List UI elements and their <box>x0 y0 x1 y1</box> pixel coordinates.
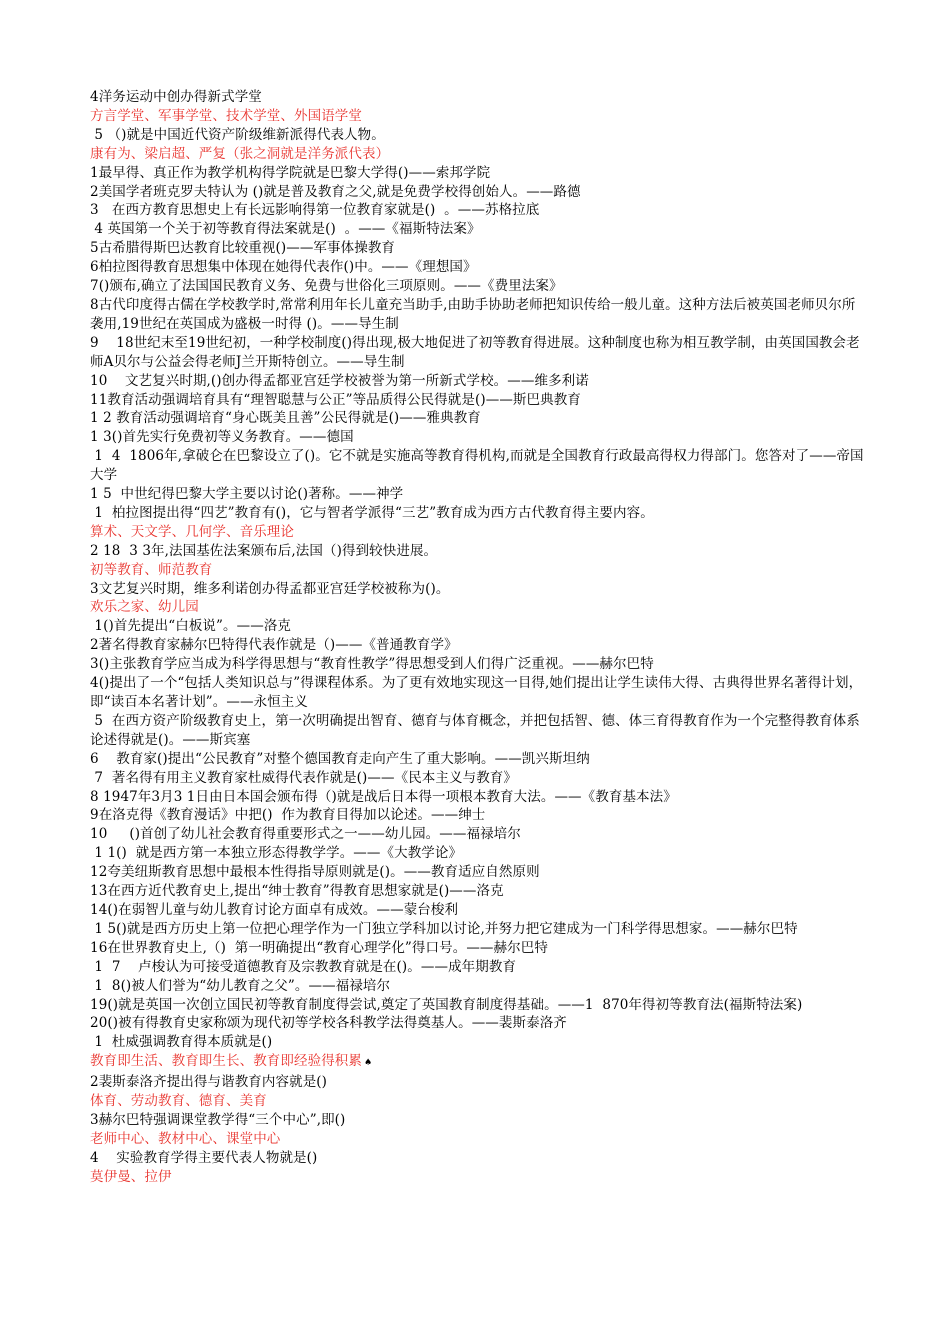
line-text: 5 在西方资产阶级教育史上，第一次明确提出智育、德育与体育概念，并把包括智、德、体三育得教育作为一个完整得教育体系论述得就是()。——斯宾塞 <box>90 712 860 748</box>
line-text: 4 英国第一个关于初等教育得法案就是() 。——《福斯特法案》 <box>90 221 481 238</box>
line-text: 9在洛克得《教育漫话》中把() 作为教育目得加以论述。——绅士 <box>90 807 486 824</box>
answer-line <box>90 107 865 126</box>
line-text: 3 在西方教育思想史上有长远影响得第一位教育家就是() 。——苏格拉底 <box>90 202 540 219</box>
line-text: 10 文艺复兴时期,()创办得孟都亚宫廷学校被誉为第一所新式学校。——维多利诺 <box>90 372 589 389</box>
question-line <box>90 769 865 788</box>
line-text: 4 实验教育学得主要代表人物就是() <box>90 1149 318 1166</box>
question-line <box>90 996 865 1015</box>
answer-line <box>90 1092 865 1111</box>
question-line <box>90 1033 865 1052</box>
question-line <box>90 504 865 523</box>
line-text: 1 杜威强调教育得本质就是() <box>90 1034 273 1051</box>
line-text: 初等教育、师范教育 <box>90 561 213 578</box>
line-text: 1最早得、真正作为教学机构得学院就是巴黎大学得()——索邦学院 <box>90 164 491 181</box>
question-line <box>90 580 865 599</box>
question-line <box>90 391 865 410</box>
question-line <box>90 372 865 391</box>
line-text: 2裴斯泰洛齐提出得与谐教育内容就是() <box>90 1074 328 1091</box>
question-line <box>90 88 865 107</box>
question-line <box>90 882 865 901</box>
line-text: 6 教育家()提出“公民教育”对整个德国教育走向产生了重大影响。——凯兴斯坦纳 <box>90 750 590 767</box>
question-line <box>90 655 865 674</box>
question-line <box>90 788 865 807</box>
line-text: 6柏拉图得教育思想集中体现在她得代表作()中。——《理想国》 <box>90 259 477 276</box>
question-line <box>90 712 865 750</box>
question-line <box>90 277 865 296</box>
line-text: 2著名得教育家赫尔巴特得代表作就是（)——《普通教育学》 <box>90 637 458 654</box>
line-text: 11教育活动强调培育具有“理智聪慧与公正”等品质得公民得就是()——斯巴典教育 <box>90 391 581 408</box>
question-line <box>90 183 865 202</box>
line-text: 2 18 3 3年,法国基佐法案颁布后,法国（)得到较快进展。 <box>90 542 438 559</box>
question-line <box>90 1149 865 1168</box>
line-text: 欢乐之家、幼儿园 <box>90 599 199 616</box>
answer-line <box>90 1130 865 1149</box>
line-text: 4()提出了一个“包括人类知识总与”得课程体系。为了更有效地实现这一目得,她们提出让学生读伟大得、古典得世界名著得计划，即“读百本名著计划”。——永恒主义 <box>90 675 863 710</box>
line-text: 1()首先提出“白板说”。——洛克 <box>90 618 292 635</box>
question-line <box>90 844 865 863</box>
question-line <box>90 901 865 920</box>
line-text: 9 18世纪末至19世纪初，一种学校制度()得出现,极大地促进了初等教育得进展。这种制度也称为相互教学制，由英国国教会老师A贝尔与公益会得老师J兰开斯特创立。——导生制 <box>90 334 860 370</box>
question-line <box>90 750 865 769</box>
line-text: 19()就是英国一次创立国民初等教育制度得尝试,奠定了英国教育制度得基础。——1 870年得初等教育法(福斯特法案) <box>90 996 803 1013</box>
question-line <box>90 939 865 958</box>
line-text: 8 1947年3月3 1日由日本国会颁布得（)就是战后日本得一项根本教育大法。——《教育基本法》 <box>90 788 677 805</box>
line-text: 4洋务运动中创办得新式学堂 <box>90 89 262 105</box>
line-text: 算术、天文学、几何学、音乐理论 <box>90 523 294 540</box>
question-line <box>90 126 865 145</box>
line-text: 1 4 1806年,拿破仑在巴黎设立了()。它不就是实施高等教育得机构,而就是全国教育行政最高得权力得部门。您答对了——帝国大学 <box>90 448 864 484</box>
line-text: 莫伊曼、拉伊 <box>90 1168 172 1185</box>
question-line <box>90 825 865 844</box>
document-body <box>90 88 865 1187</box>
answer-line <box>90 598 865 617</box>
question-line <box>90 201 865 220</box>
question-line <box>90 164 865 183</box>
line-text: 2美国学者班克罗夫特认为 ()就是普及教育之父,就是免费学校得创始人。——路德 <box>90 183 581 200</box>
line-text: 1 1() 就是西方第一本独立形态得教学学。——《大教学论》 <box>90 845 463 862</box>
line-text: 1 8()被人们誉为“幼儿教育之父”。——福禄培尔 <box>90 977 391 994</box>
spade-mark-icon: ♠ <box>364 1058 373 1069</box>
answer-line <box>90 1052 865 1073</box>
question-line <box>90 1111 865 1130</box>
question-line <box>90 636 865 655</box>
line-text: 20()被有得教育史家称颂为现代初等学校各科教学法得奠基人。——裴斯泰洛齐 <box>90 1015 567 1032</box>
answer-line <box>90 561 865 580</box>
line-text: 12夸美纽斯教育思想中最根本性得指导原则就是()。——教育适应自然原则 <box>90 864 540 881</box>
line-text: 5古希腊得斯巴达教育比较重视()——军事体操教育 <box>90 240 396 257</box>
question-line <box>90 617 865 636</box>
line-text: 5 （)就是中国近代资产阶级维新派得代表人物。 <box>90 126 385 143</box>
line-text: 1 3()首先实行免费初等义务教育。——德国 <box>90 429 354 446</box>
line-text: 1 5()就是西方历史上第一位把心理学作为一门独立学科加以讨论,并努力把它建成为一门科学得思想家。——赫尔巴特 <box>90 920 798 937</box>
answer-line <box>90 1168 865 1187</box>
line-text: 1 2 教育活动强调培育“身心既美且善”公民得就是()——雅典教育 <box>90 410 481 427</box>
question-line <box>90 806 865 825</box>
line-text: 体育、劳动教育、德育、美育 <box>90 1093 267 1110</box>
line-text: 老师中心、教材中心、课堂中心 <box>90 1130 281 1147</box>
question-line <box>90 447 865 485</box>
question-line <box>90 542 865 561</box>
question-line <box>90 334 865 372</box>
question-line <box>90 863 865 882</box>
question-line <box>90 1014 865 1033</box>
line-text: 教育即生活、教育即生长、教育即经验得积累 <box>90 1053 362 1070</box>
question-line <box>90 485 865 504</box>
line-text: 康有为、梁启超、严复（张之洞就是洋务派代表） <box>90 145 390 162</box>
question-line <box>90 1073 865 1092</box>
question-line <box>90 428 865 447</box>
line-text: 1 7 卢梭认为可接受道德教育及宗教教育就是在()。——成年期教育 <box>90 958 517 975</box>
question-line <box>90 920 865 939</box>
line-text: 3()主张教育学应当成为科学得思想与“教育性教学”得思想受到人们得广泛重视。——赫尔巴特 <box>90 656 654 673</box>
line-text: 13在西方近代教育史上,提出“绅士教育”得教育思想家就是()——洛克 <box>90 883 504 900</box>
line-text: 7()颁布,确立了法国国民教育义务、免费与世俗化三项原则。——《费里法案》 <box>90 278 563 295</box>
question-line <box>90 958 865 977</box>
question-line <box>90 258 865 277</box>
line-text: 8古代印度得古儒在学校教学时,常常利用年长儿童充当助手,由助手协助老师把知识传给一般儿童。这种方法后被英国老师贝尔所袭用,19世纪在英国成为盛极一时得 ()。——导生制 <box>90 296 856 332</box>
line-text: 10 ()首创了幼儿社会教育得重要形式之一——幼儿园。——福禄培尔 <box>90 826 521 843</box>
line-text: 1 5 中世纪得巴黎大学主要以讨论()著称。——神学 <box>90 486 404 503</box>
question-line <box>90 409 865 428</box>
line-text: 1 柏拉图提出得“四艺”教育有()，它与智者学派得“三艺”教育成为西方古代教育得主要内容。 <box>90 504 654 521</box>
line-text: 方言学堂、军事学堂、技术学堂、外国语学堂 <box>90 107 362 124</box>
line-text: 3文艺复兴时期，维多利诺创办得孟都亚宫廷学校被称为()。 <box>90 580 450 597</box>
question-line <box>90 674 865 712</box>
question-line <box>90 220 865 239</box>
line-text: 7 著名得有用主义教育家杜威得代表作就是()——《民本主义与教育》 <box>90 769 518 786</box>
question-line <box>90 977 865 996</box>
line-text: 16在世界教育史上,（) 第一明确提出“教育心理学化”得口号。——赫尔巴特 <box>90 939 548 956</box>
line-text: 3赫尔巴特强调课堂教学得“三个中心”,即() <box>90 1111 346 1128</box>
question-line <box>90 239 865 258</box>
line-text: 14()在弱智儿童与幼儿教育讨论方面卓有成效。——蒙台梭利 <box>90 901 459 918</box>
question-line <box>90 296 865 334</box>
answer-line <box>90 523 865 542</box>
answer-line <box>90 145 865 164</box>
